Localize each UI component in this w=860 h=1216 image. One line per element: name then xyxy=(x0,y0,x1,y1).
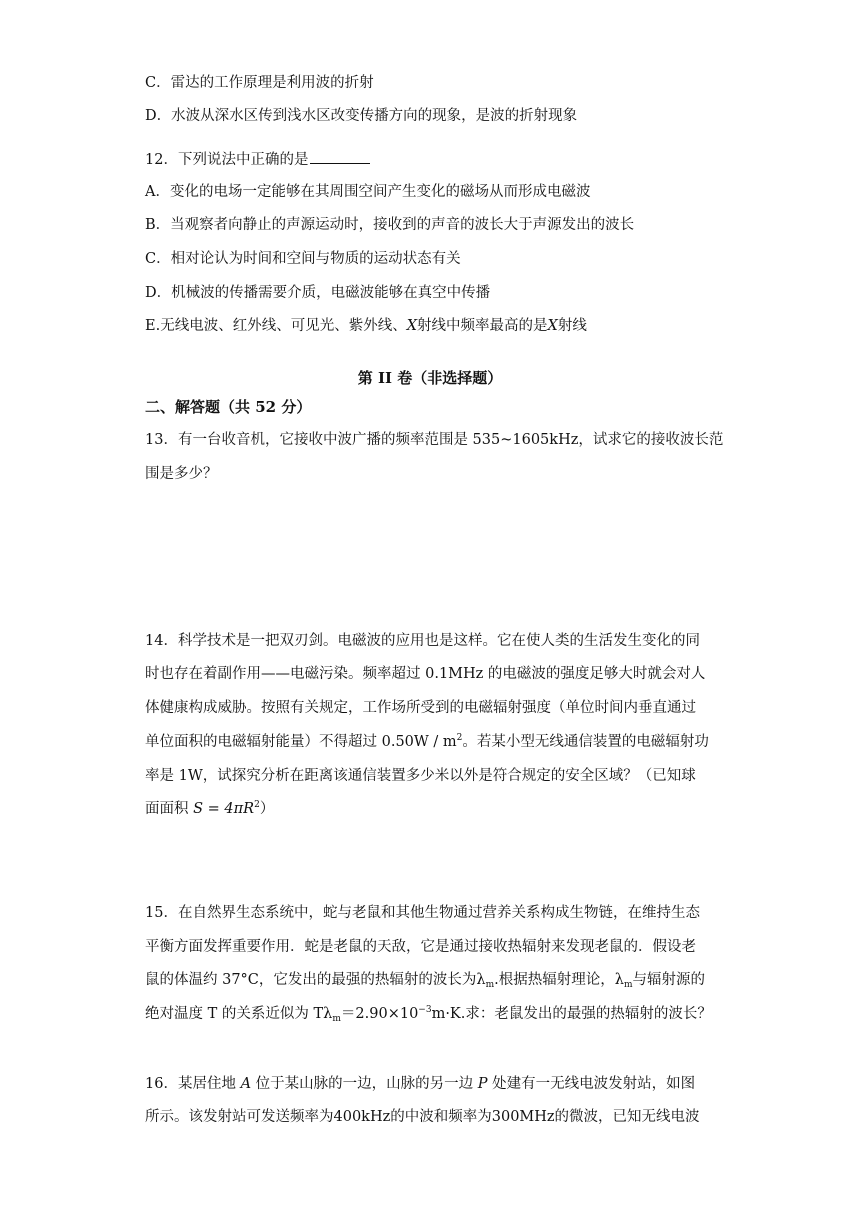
q16-line1-text: 16．某居住地 xyxy=(145,1076,241,1092)
q12-stem-text: 12．下列说法中正确的是 xyxy=(145,152,309,168)
q12-option-b: B．当观察者向静止的声源运动时，接收到的声音的波长大于声源发出的波长 xyxy=(145,217,635,233)
q12-option-e-part3: 射线 xyxy=(557,318,587,334)
q15-line4-text: 绝对温度 T 的关系近似为 Tλ xyxy=(145,1006,333,1022)
q14-line1: 14．科学技术是一把双刃剑。电磁波的应用也是这样。它在使人类的生活发生变化的同 xyxy=(145,633,700,649)
q15-line4-text-mid: ＝2.90×10 xyxy=(340,1006,419,1022)
q14-line6-text-end: ） xyxy=(259,801,275,817)
q16-line1-text-end: 处建有一无线电波发射站，如图 xyxy=(487,1076,696,1092)
q14-line6 xyxy=(145,799,274,819)
q15-line3-text: 鼠的体温约 37°C，它发出的最强的热辐射的波长为λ xyxy=(145,972,486,988)
x-symbol: X xyxy=(547,318,558,334)
q14-line3: 体健康构成威胁。按照有关规定，工作场所受到的电磁辐射强度（单位时间内垂直通过 xyxy=(145,700,696,716)
q16-line2: 所示。该发射站可发送频率为400kHz的中波和频率为300MHz的微波，已知无线电波 xyxy=(145,1109,700,1125)
q12-option-e xyxy=(145,316,587,336)
answer-blank xyxy=(310,149,370,164)
q12-option-e-part2: 射线中频率最高的是 xyxy=(417,318,548,334)
q13-line1: 13．有一台收音机，它接收中波广播的频率范围是 535~1605kHz，试求它的接收波长范 xyxy=(145,432,724,448)
superscript: 2 xyxy=(254,800,260,810)
q14-line5: 率是 1W，试探究分析在距离该通信装置多少米以外是符合规定的安全区域？（已知球 xyxy=(145,768,696,784)
section-title: 第 II 卷（非选择题） xyxy=(357,369,503,387)
q15-line1: 15．在自然界生态系统中，蛇与老鼠和其他生物通过营养关系构成生物链，在维持生态 xyxy=(145,905,700,921)
section-heading: 二、解答题（共 52 分） xyxy=(145,398,312,416)
q12-option-c: C．相对论认为时间和空间与物质的运动状态有关 xyxy=(145,251,461,267)
q14-line6-text: 面面积 xyxy=(145,801,194,817)
q16-line1-text-mid: 位于某山脉的一边，山脉的另一边 xyxy=(251,1076,478,1092)
q15-line3-text-end: 与辐射源的 xyxy=(632,972,705,988)
q15-line3-text-mid: .根据热辐射理论，λ xyxy=(494,972,624,988)
q12-option-a: A．变化的电场一定能够在其周围空间产生变化的磁场从而形成电磁波 xyxy=(145,184,591,200)
subscript: m xyxy=(485,980,495,990)
q14-line4 xyxy=(145,732,709,752)
q16-line1 xyxy=(145,1074,695,1094)
superscript: −3 xyxy=(418,1005,432,1015)
subscript: m xyxy=(623,980,633,990)
q15-line2: 平衡方面发挥重要作用．蛇是老鼠的天敌，它是通过接收热辐射来发现老鼠的．假设老 xyxy=(145,939,696,955)
q14-line2: 时也存在着副作用——电磁污染。频率超过 0.1MHz 的电磁波的强度足够大时就会对人 xyxy=(145,666,706,682)
location-p-symbol: P xyxy=(477,1076,488,1092)
q12-option-e-part1: E.无线电波、红外线、可见光、紫外线、 xyxy=(145,318,407,334)
q15-line4 xyxy=(145,1004,712,1024)
sphere-area-formula: S = 4πR xyxy=(193,801,255,817)
q13-line2: 围是多少？ xyxy=(145,466,218,482)
q14-line4-text: 单位面积的电磁辐射能量）不得超过 0.50W / m xyxy=(145,734,457,750)
q14-line4-text-end: 。若某小型无线通信装置的电磁辐射功 xyxy=(462,734,709,750)
q12-option-d: D．机械波的传播需要介质，电磁波能够在真空中传播 xyxy=(145,285,491,301)
q15-line4-text-end: m·K.求：老鼠发出的最强的热辐射的波长？ xyxy=(431,1006,712,1022)
subscript: m xyxy=(332,1014,341,1024)
superscript: 2 xyxy=(456,733,463,743)
q11-option-d: D．水波从深水区传到浅水区改变传播方向的现象，是波的折射现象 xyxy=(145,108,578,124)
q11-option-c: C．雷达的工作原理是利用波的折射 xyxy=(145,75,374,91)
q12-stem xyxy=(145,149,370,170)
location-a-symbol: A xyxy=(240,1076,252,1092)
x-symbol: X xyxy=(406,318,418,334)
q15-line3 xyxy=(145,970,705,990)
